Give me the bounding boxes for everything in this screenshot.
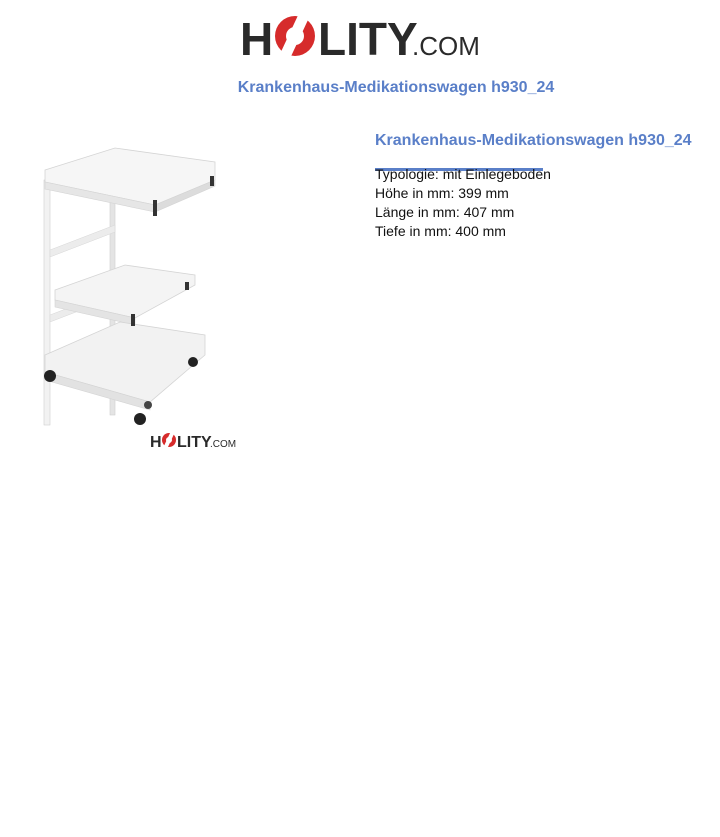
spec-item: Tiefe in mm: 400 mm xyxy=(375,223,506,239)
caster-wheel xyxy=(188,357,198,367)
product-title: Krankenhaus-Medikationswagen h930_24 xyxy=(375,132,692,149)
spec-item: Höhe in mm: 399 mm xyxy=(375,185,509,201)
logo-letter-h: H xyxy=(240,13,274,65)
holity-logo xyxy=(240,10,485,65)
watermark-letters-lity: LITY xyxy=(177,434,212,451)
spec-item: Länge in mm: 407 mm xyxy=(375,204,515,220)
holity-watermark-logo xyxy=(150,430,240,452)
watermark-letter-h: H xyxy=(150,434,162,451)
watermark-suffix: .COM xyxy=(210,439,237,450)
caster-wheel xyxy=(144,401,152,409)
spec-item: Typologie: mit Einlegeboden xyxy=(375,166,551,182)
logo-o-icon xyxy=(275,10,315,62)
watermark-o-icon xyxy=(162,431,176,449)
logo-suffix: .COM xyxy=(412,31,480,61)
logo-letters-lity: LITY xyxy=(318,13,418,65)
caster-wheel xyxy=(134,413,146,425)
product-image xyxy=(30,140,250,440)
caster-wheel xyxy=(44,370,56,382)
page-title: Krankenhaus-Medikationswagen h930_24 xyxy=(237,79,555,96)
product-details xyxy=(375,131,705,241)
spec-list xyxy=(375,165,705,241)
